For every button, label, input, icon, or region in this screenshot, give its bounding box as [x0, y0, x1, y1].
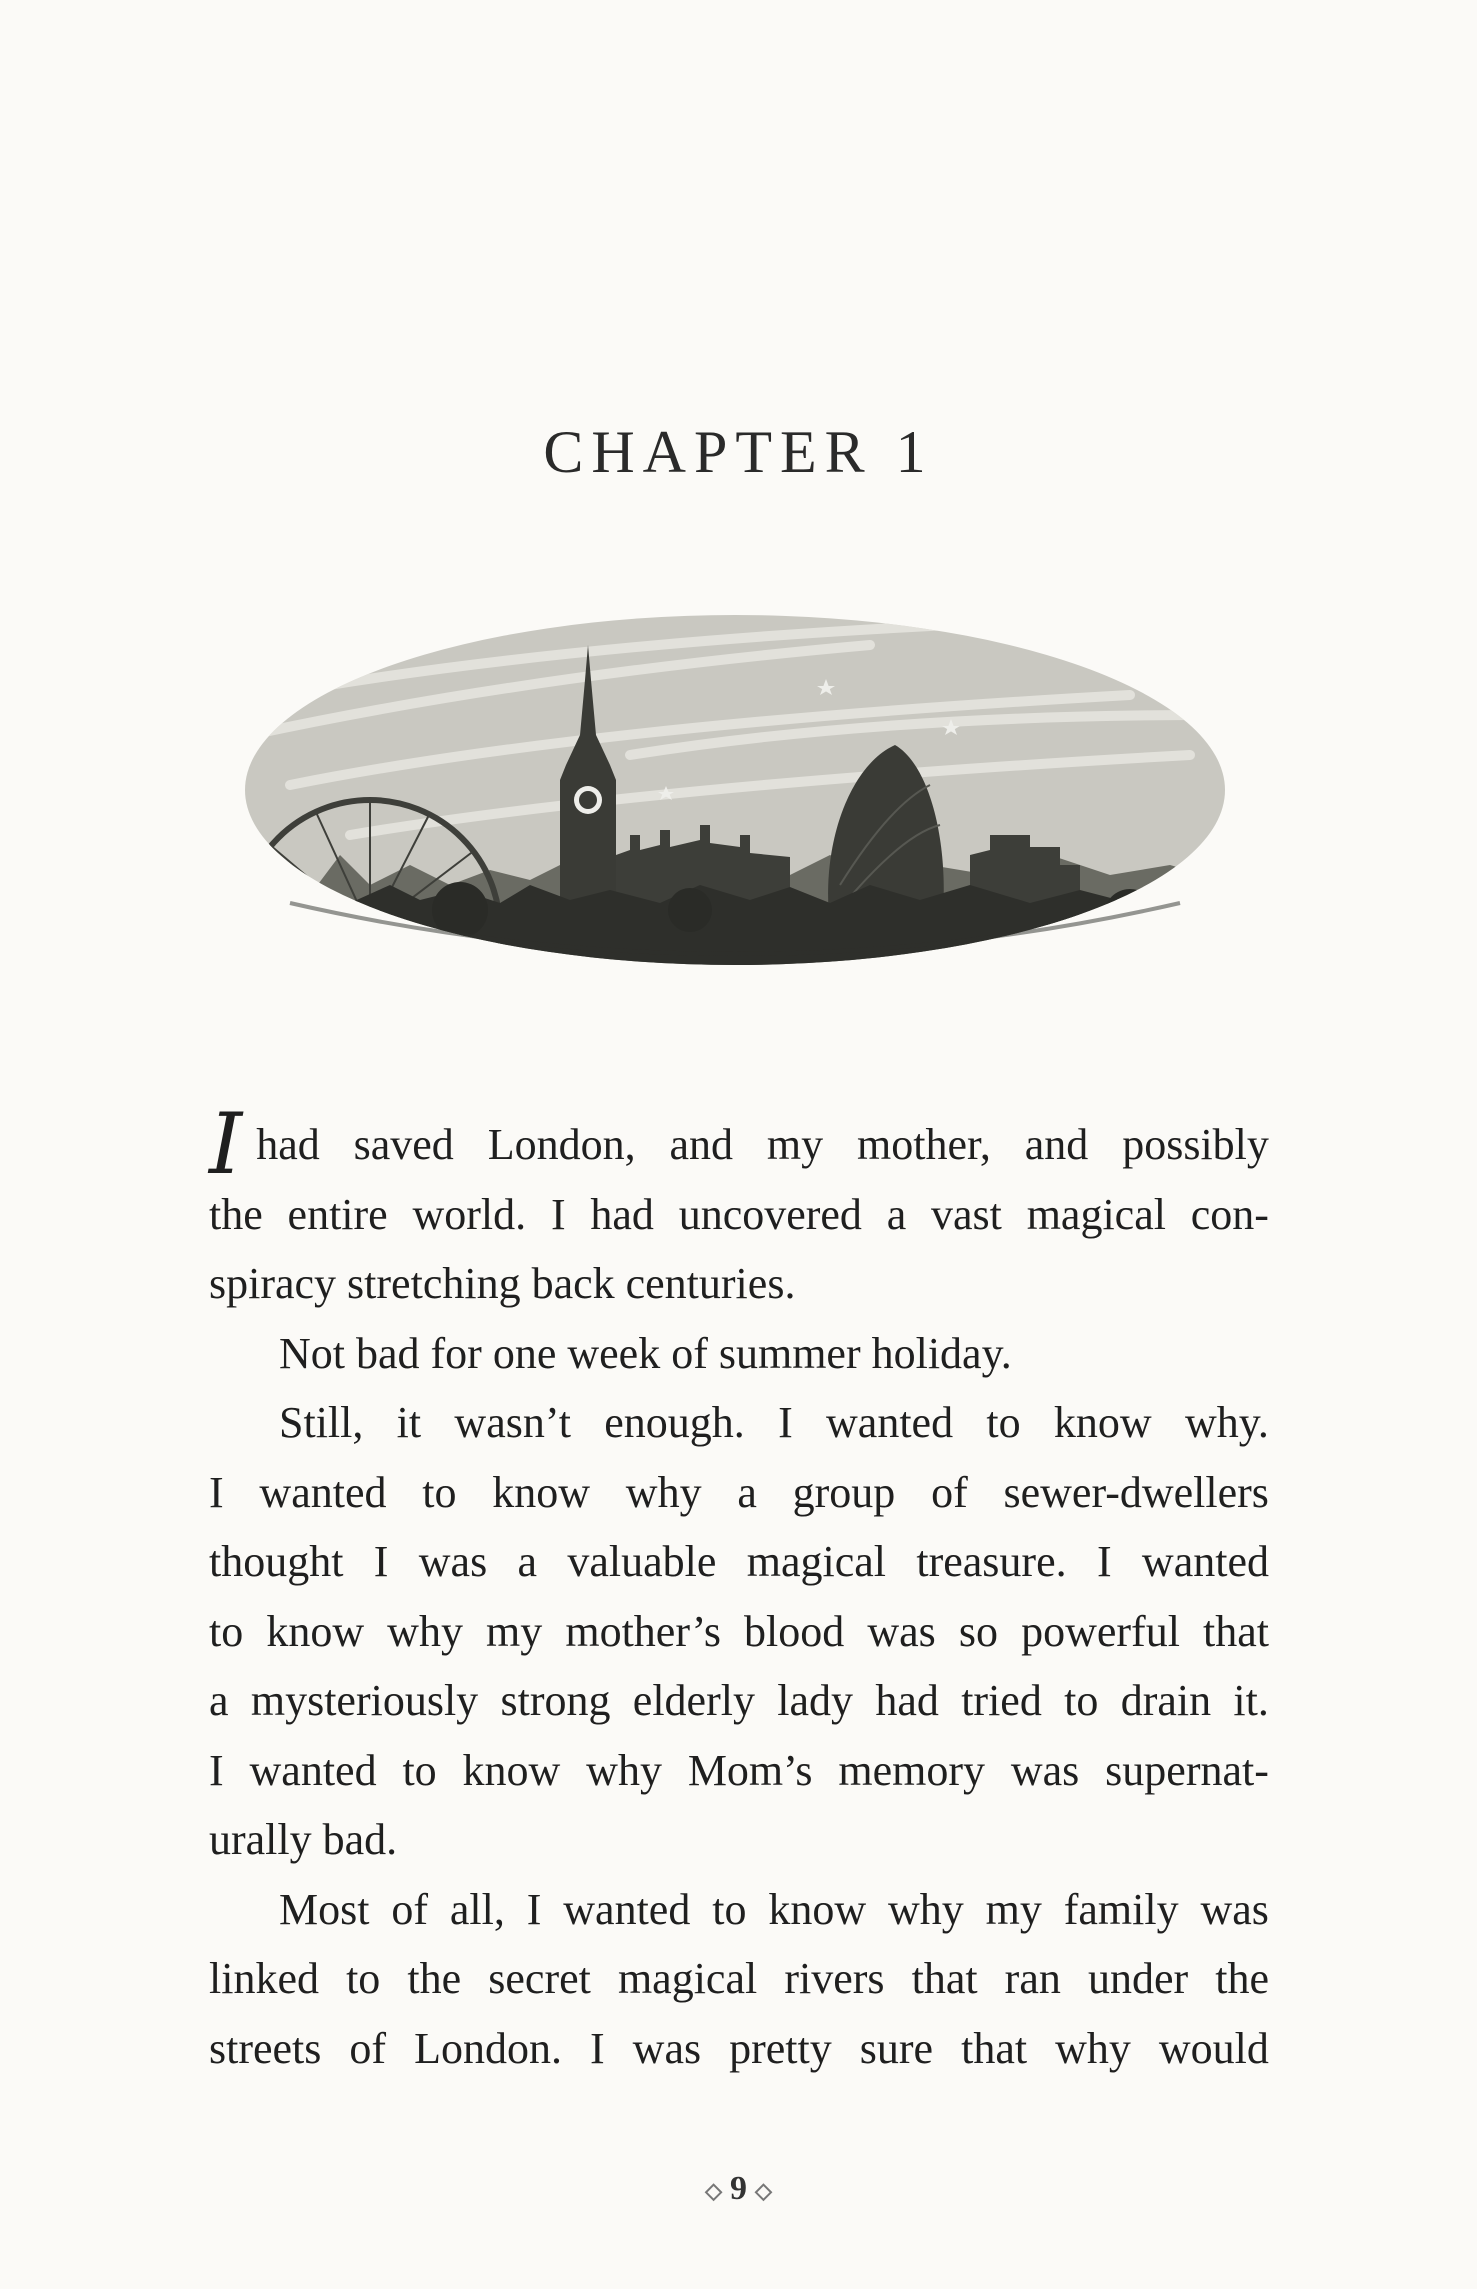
paragraph-line: streets of London. I was pretty sure that why would: [209, 2023, 1269, 2073]
paragraph-line: spiracy stretching back centuries.: [209, 1259, 796, 1308]
line-text: had saved London, and my mother, and possibly: [256, 1120, 1269, 1169]
paragraph-line: a mysteriously strong elderly lady had tried to drain it.: [209, 1676, 1269, 1725]
paragraph-line: thought I was a valuable magical treasure. I wanted: [209, 1537, 1269, 1586]
chapter-title: CHAPTER 1: [543, 419, 934, 485]
paragraph-line: to know why my mother’s blood was so powerful that: [209, 1606, 1269, 1656]
paragraph-line: Still, it wasn’t enough. I wanted to know why.: [279, 1398, 1269, 1447]
paragraph-line: linked to the secret magical rivers that ran under the: [209, 1954, 1269, 2003]
page-number: [0, 2170, 1477, 2208]
london-skyline-illustration: [230, 585, 1240, 1005]
ornament-icon: ◇: [755, 2178, 772, 2204]
paragraph-line: [209, 1094, 1269, 1193]
paragraph-line: Most of all, I wanted to know why my family was: [279, 1884, 1269, 1934]
paragraph-line: Not bad for one week of summer holiday.: [279, 1328, 1012, 1378]
drop-cap: I: [209, 1094, 243, 1193]
paragraph-line: urally bad.: [209, 1815, 398, 1864]
paragraph-line: I wanted to know why Mom’s memory was supernat-: [209, 1745, 1269, 1795]
page-number-value: 9: [730, 2170, 747, 2207]
ornament-icon: ◇: [705, 2178, 722, 2204]
paragraph-line: I wanted to know why a group of sewer-dwellers: [209, 1467, 1269, 1517]
paragraph-line: the entire world. I had uncovered a vast magical con-: [209, 1189, 1269, 1239]
chapter-body-text: [209, 1094, 1269, 2083]
